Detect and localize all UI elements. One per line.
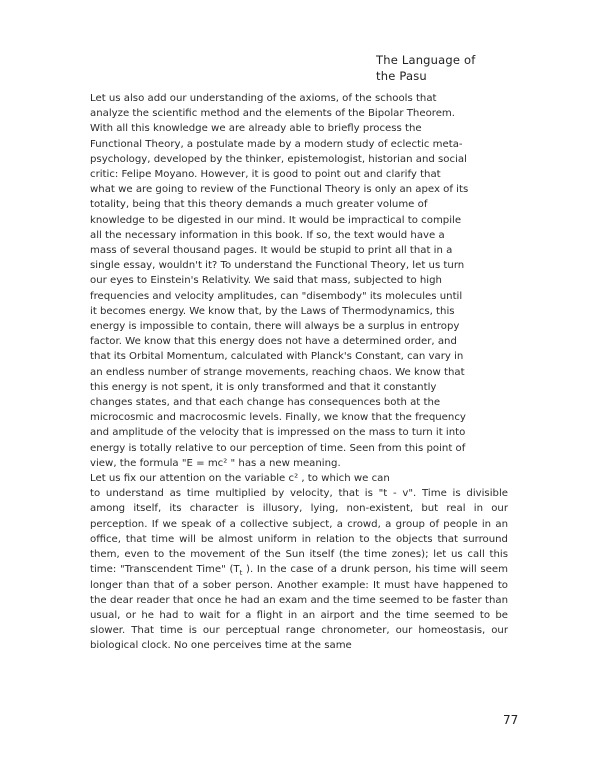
paragraph-2 [90, 486, 508, 653]
paragraph-2-text-end: ). In the case of a drunk person, his time will seem longer than that of a sober person. Another example: It must have happened to the dear reader that once he had an exam and the time seemed to be faster than usual, or he had to wait for a flight in an airport and the time seemed to be slower. That time is our perceptual range chronometer, our homeostasis, our biological clock. No one perceives time at the same [90, 564, 508, 652]
body-text [90, 91, 508, 654]
page-number: 77 [503, 713, 519, 727]
transcendent-time-subscript: t [239, 569, 243, 578]
header-title-line-1: The Language of [376, 53, 476, 67]
running-header [376, 53, 536, 84]
paragraph-2-text-start: to understand as time multiplied by velocity, that is "t - v". Time is divisible among itself, its character is illusory, lying, non-existent, but real in our perception. If we speak of a collective subject, a crowd, a group of people in an office, that time will be almost uniform in relation to the objects that surround them, even to the movement of the Sun itself (the time zones); let us call this time: "Transcendent Time" (T [90, 488, 508, 576]
header-title-line-2: the Pasu [376, 68, 427, 83]
paragraph-1: Let us also add our understanding of the axioms, of the schools that analyze the scientific method and the elements of the Bipolar Theorem. With all this knowledge we are already able to briefly process the Functional Theory, a postulate made by a modern study of eclectic meta- psychology, developed by the thinker, epistemologist, historian and social critic: Felipe Moyano. However, it is good to point out and clarify that what we are going to review of the Functional Theory is only an apex of its totality, being that this theory demands a much greater volume of knowledge to be digested in our mind. It would be impractical to compile all the necessary information in this book. If so, the text would have a mass of several thousand pages. It would be stupid to print all that in a single essay, wouldn't it? To understand the Functional Theory, let us turn our eyes to Einstein's Relativity. We said that mass, subjected to high frequencies and velocity amplitudes, can "disembody" its molecules until it becomes energy. We know that, by the Laws of Thermodynamics, this energy is impossible to contain, there will always be a surplus in entropy factor. We know that this energy does not have a determined order, and that its Orbital Momentum, calculated with Planck's Constant, can vary in an endless number of strange movements, reaching chaos. We know that this energy is not spent, it is only transformed and that it constantly changes states, and that each change has consequences both at the microcosmic and macrocosmic levels. Finally, we know that the frequency and amplitude of the velocity that is impressed on the mass to turn it into energy is totally relative to our perception of time. Seen from this point of view, the formula "E = mc² " has a new meaning. Let us fix our attention on the variable c² , to which we can [90, 93, 469, 485]
